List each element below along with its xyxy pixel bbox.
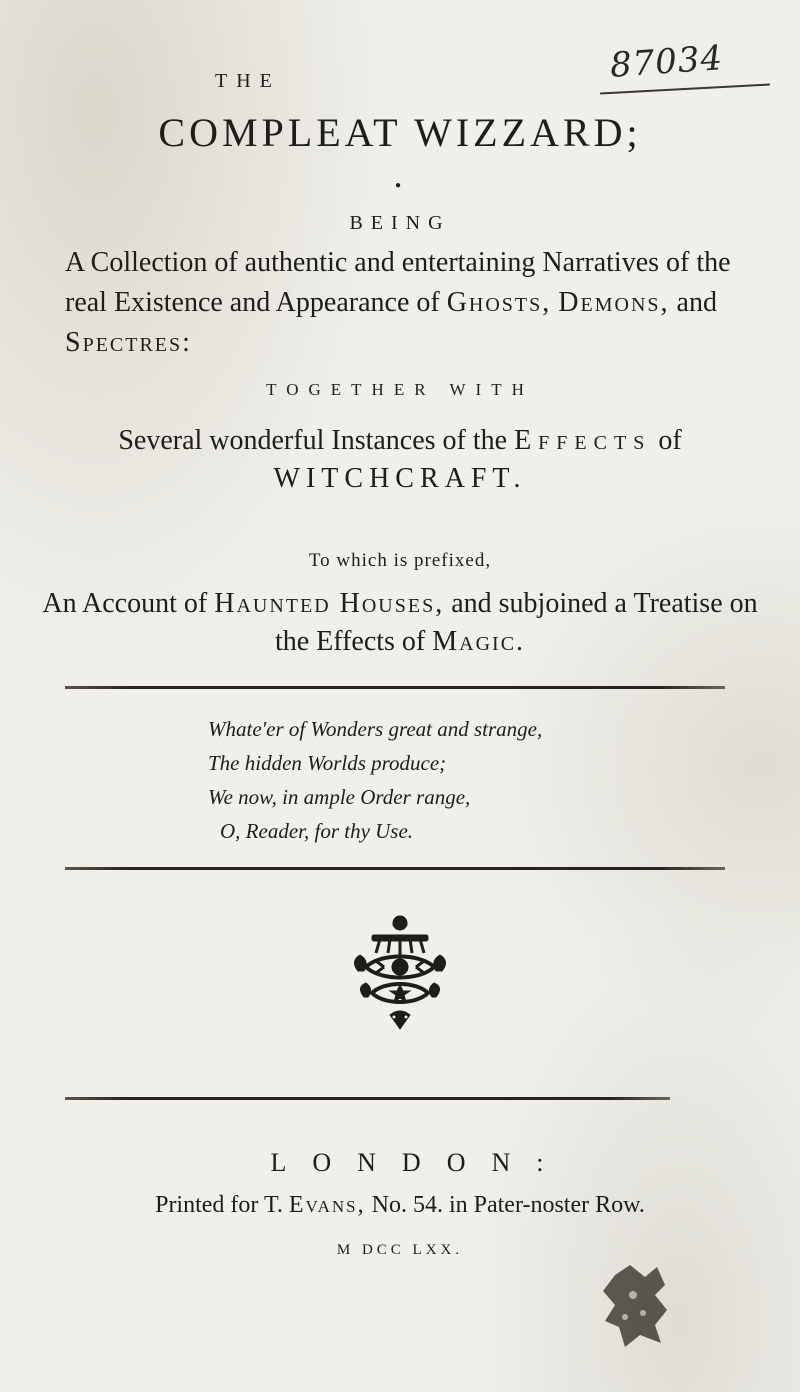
- ghosts-word: Ghosts,: [446, 287, 552, 318]
- account-text-lead: An Account of: [42, 588, 208, 619]
- being-heading: BEING: [349, 212, 451, 234]
- printed-for-text: Printed for T.: [155, 1192, 283, 1218]
- collection-text: A Collection of authentic and entertaining Narratives of the real Existence and Appearance of: [65, 247, 731, 318]
- description-collection: [65, 243, 745, 363]
- and-word: and: [676, 287, 717, 318]
- epigraph-verse: [208, 712, 688, 848]
- description-witchcraft: [30, 422, 770, 498]
- top-rule: [65, 686, 725, 689]
- verse-line: Whate'er of Wonders great and strange,: [208, 717, 543, 741]
- main-title: COMPLEAT WIZZARD;: [158, 110, 642, 155]
- magic-word: Magic.: [432, 626, 526, 657]
- witchcraft-word: WITCHCRAFT.: [273, 463, 527, 494]
- several-text: Several wonderful Instances of the: [118, 425, 508, 456]
- printer-name: Evans,: [288, 1192, 366, 1218]
- verse-line: O, Reader, for thy Use.: [220, 819, 414, 843]
- shelfmark-annotation: 87034: [608, 38, 725, 86]
- middle-rule: [65, 867, 725, 870]
- verse-line: The hidden Worlds produce;: [208, 751, 447, 775]
- imprint-city: LONDON:: [270, 1148, 570, 1177]
- haunted-houses-words: Haunted Houses,: [214, 588, 445, 619]
- imprint-line: [40, 1192, 760, 1219]
- description-account: [40, 585, 760, 661]
- demons-word: Demons,: [558, 287, 670, 318]
- printer-address: No. 54. in Pater-noster Row.: [371, 1192, 645, 1218]
- together-with-heading: TOGETHER WITH: [266, 380, 534, 399]
- prefixed-line: To which is prefixed,: [308, 550, 492, 571]
- spectres-word: Spectres:: [65, 327, 192, 358]
- shelfmark-underline: [600, 84, 770, 95]
- of-word: of: [658, 425, 682, 456]
- printers-ornament-icon: [300, 905, 500, 1045]
- bottom-rule: [65, 1097, 670, 1100]
- library-stamp-icon: [585, 1255, 695, 1355]
- title-article: THE: [215, 70, 281, 92]
- verse-line: We now, in ample Order range,: [208, 785, 471, 809]
- ornament-dot: ●: [395, 180, 402, 191]
- account-text-middle: and subjoined a Treatise on the Effects of: [274, 588, 758, 657]
- effects-word: Effects: [514, 425, 652, 456]
- imprint-date: M DCC LXX.: [336, 1242, 464, 1258]
